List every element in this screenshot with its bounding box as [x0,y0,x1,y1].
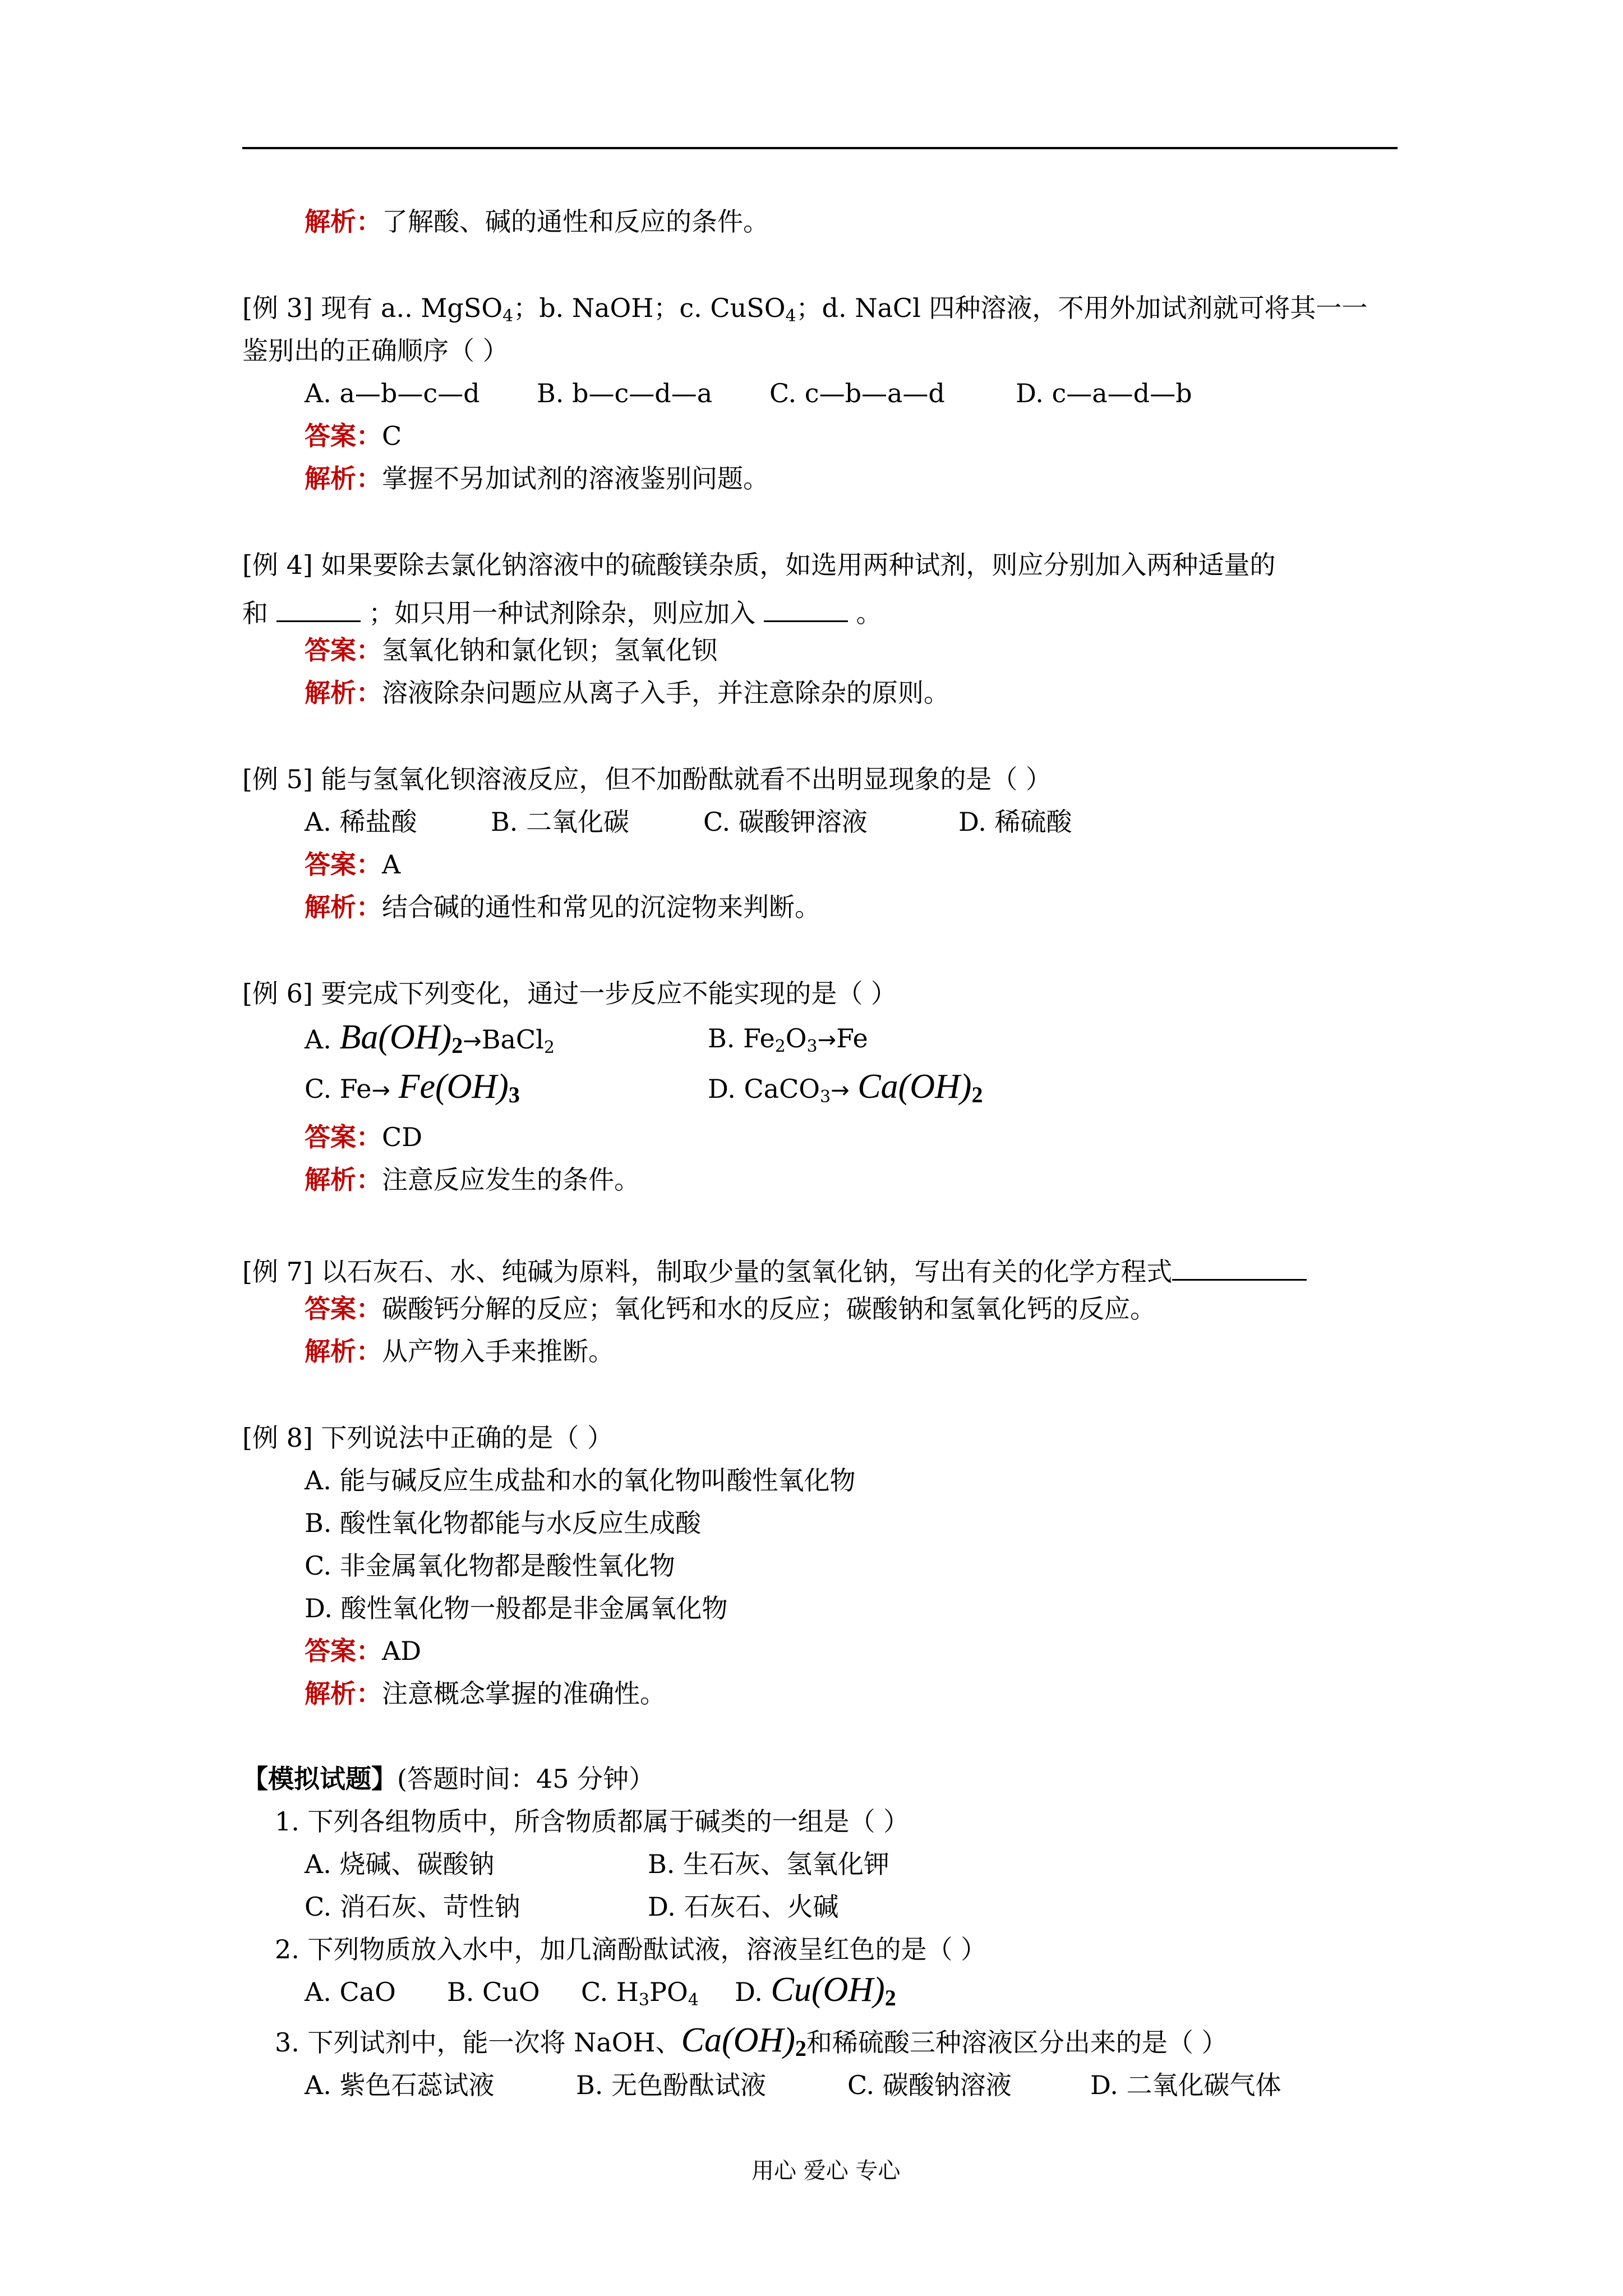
example-6-answer: 答案：CD [305,1122,423,1152]
analysis-label: 解析： [305,206,382,237]
arrow-icon: → [463,1028,482,1054]
example-3-option-a: A. a—b—c—d [305,378,480,408]
example-5-answer: 答案：A [305,849,401,880]
question-2-option-a: A. CaO [305,1977,396,2007]
example-5-option-c: C. 碳酸钾溶液 [703,807,868,837]
question-2-option-c: C. $H_3PO_4$ [581,1977,699,2010]
example-3-option-b: B. b—c—d—a [537,378,713,408]
question-3: 3. 下列试剂中，能一次将 NaOH、$Ca(OH)_2$和稀硫酸三种溶液区分出来的是（ ） [275,2021,1228,2061]
blank-line [764,595,848,622]
question-3-option-c: C. 碳酸钠溶液 [847,2070,1012,2100]
formula-ba-oh-2: $Ba(OH)_2$ [339,1018,463,1058]
question-1-option-b: B. 生石灰、氢氧化钾 [648,1849,890,1879]
question-3-option-b: B. 无色酚酞试液 [576,2070,767,2100]
prev-analysis [305,206,769,237]
example-7-analysis: 解析：从产物入手来推断。 [305,1336,614,1366]
example-4-analysis: 解析：溶液除杂问题应从离子入手，并注意除杂的原则。 [305,678,949,708]
example-7-answer: 答案：碳酸钙分解的反应；氧化钙和水的反应；碳酸钠和氢氧化钙的反应。 [305,1294,1156,1324]
analysis-text: 了解酸、碱的通性和反应的条件。 [382,206,769,237]
page-footer: 用心 爱心 专心 [751,2158,901,2184]
example-5-option-b: B. 二氧化碳 [491,807,630,837]
example-8-answer: 答案：AD [305,1636,422,1666]
question-1-option-d: D. 石灰石、火碱 [648,1892,839,1922]
question-3-option-a: A. 紫色石蕊试液 [305,2070,495,2100]
example-8-option-c: C. 非金属氧化物都是酸性氧化物 [305,1550,675,1581]
arrow-icon: → [817,1027,837,1053]
mock-test-heading [242,1766,654,1792]
question-2: 2. 下列物质放入水中，加几滴酚酞试液，溶液呈红色的是（ ） [275,1934,987,1964]
example-7-question: [例 7] 以石灰石、水、纯碱为原料，制取少量的氢氧化钠，写出有关的化学方程式 [242,1253,1307,1285]
example-3-analysis: 解析：掌握不另加试剂的溶液鉴别问题。 [305,463,769,494]
example-8-option-b: B. 酸性氧化物都能与水反应生成酸 [305,1508,702,1538]
example-3-option-c: C. c—b—a—d [769,378,945,408]
example-4-answer: 答案：氢氧化钠和氯化钡；氢氧化钡 [305,635,717,665]
question-1-option-c: C. 消石灰、苛性钠 [305,1892,520,1922]
example-8-option-d: D. 酸性氧化物一般都是非金属氧化物 [305,1593,728,1623]
example-4-question: [例 4] 如果要除去氯化钠溶液中的硫酸镁杂质，如选用两种试剂，则应分别加入两种适量的 [242,550,1276,580]
example-5-analysis: 解析：结合碱的通性和常见的沉淀物来判断。 [305,892,820,922]
example-3-option-d: D. c—a—d—b [1016,378,1192,408]
section-title: 【模拟试题】 [242,1764,397,1794]
header-rule [242,147,1398,149]
example-8-option-a: A. 能与碱反应生成盐和水的氧化物叫酸性氧化物 [305,1465,856,1496]
question-3-option-d: D. 二氧化碳气体 [1090,2070,1281,2100]
question-2-option-d: D. $Cu(OH)_2$ [735,1971,896,2010]
example-6-option-d: D. CaCO$_3$→ $Ca(OH)_2$ [708,1068,983,1107]
example-5-question: [例 5] 能与氢氧化钡溶液反应，但不加酚酞就看不出明显现象的是（ ） [242,764,1052,794]
formula-fe-oh-3: $Fe(OH)_3$ [398,1068,520,1107]
example-6-question: [例 6] 要完成下列变化，通过一步反应不能实现的是（ ） [242,978,897,1009]
formula-ca-oh-2: $Ca(OH)_2$ [681,2021,806,2061]
time-limit: (答题时间：45 分钟） [397,1764,655,1794]
blank-line [276,595,361,622]
formula-cu-oh-2: $Cu(OH)_2$ [771,1971,896,2010]
arrow-icon: → [831,1078,850,1103]
example-6-option-a: A. $Ba(OH)_2\to BaCl_2$ [305,1018,555,1058]
question-1: 1. 下列各组物质中，所含物质都属于碱类的一组是（ ） [275,1806,910,1837]
question-2-option-b: B. CuO [447,1977,540,2007]
formula-ca-oh-2: $Ca(OH)_2$ [857,1068,983,1107]
question-1-option-a: A. 烧碱、碳酸钠 [305,1849,495,1879]
example-8-analysis: 解析：注意概念掌握的准确性。 [305,1678,666,1709]
example-3-question: [例 3] 现有 a.. MgSO$_4$；b. NaOH；c. CuSO$_4$；d. NaCl 四种溶液，不用外加试剂就可将其一一 [242,293,1368,326]
blank-line [1172,1253,1307,1281]
example-8-question: [例 8] 下列说法中正确的是（ ） [242,1423,614,1453]
example-5-option-d: D. 稀硫酸 [958,807,1072,837]
example-4-question-cont: 和 ；如只用一种试剂除杂，则应加入 。 [242,595,882,626]
example-6-analysis: 解析：注意反应发生的条件。 [305,1165,640,1195]
arrow-icon: → [371,1078,390,1103]
example-5-option-a: A. 稀盐酸 [305,807,417,837]
example-3-answer: 答案：C [305,421,402,451]
example-3-question-cont: 鉴别出的正确顺序（ ） [242,335,509,366]
example-6-option-c: C. $Fe\to Fe(OH)_3$ [305,1068,520,1107]
example-6-option-b: B. $Fe_2O_3\to Fe$ [708,1023,868,1056]
